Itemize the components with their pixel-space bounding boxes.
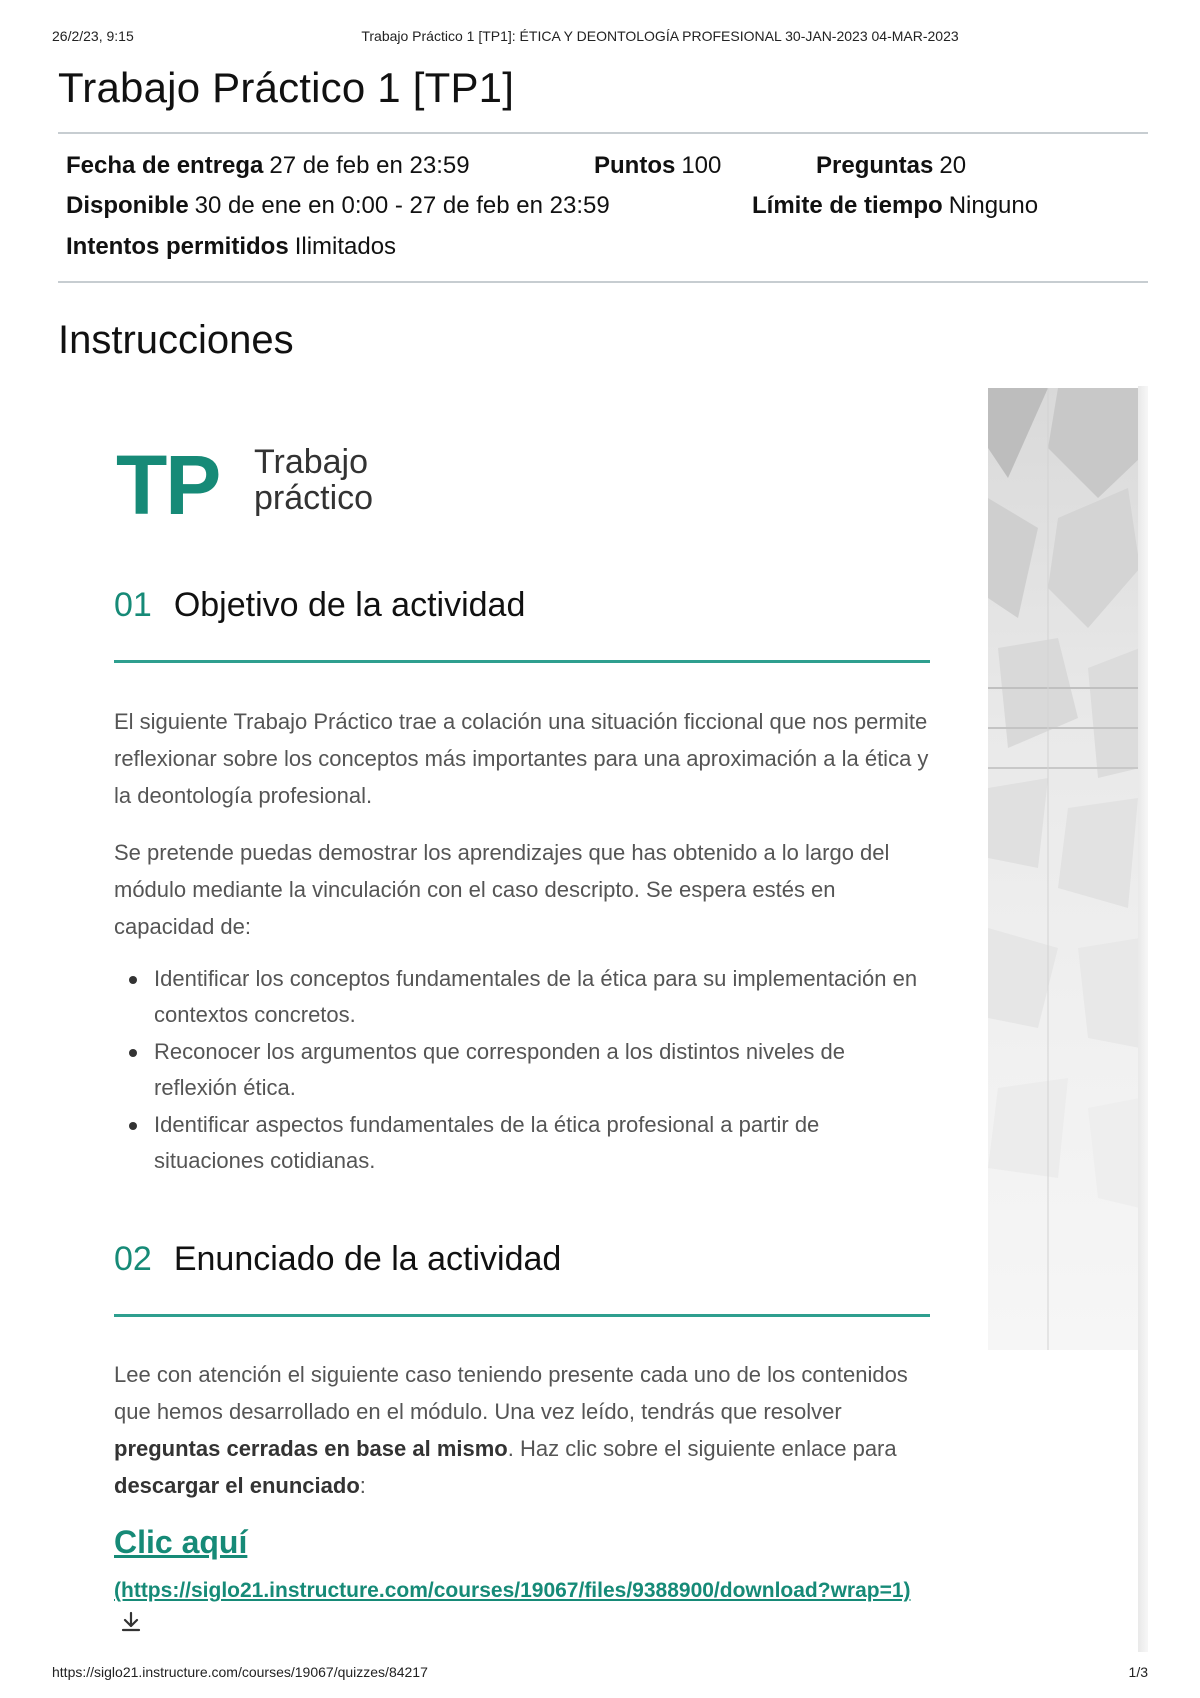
scrollbar-track[interactable] xyxy=(1138,386,1148,1652)
objectives-list xyxy=(114,961,934,1180)
tp-logo-text-line2: práctico xyxy=(254,479,374,517)
time-limit-label: Límite de tiempo xyxy=(752,192,943,219)
statement-bold-2: descargar el enunciado xyxy=(114,1473,360,1498)
time-limit-value: Ninguno xyxy=(948,192,1039,219)
availability xyxy=(66,192,610,220)
download-link-url[interactable] xyxy=(114,1573,934,1645)
availability-label: Disponible xyxy=(66,192,189,219)
decorative-architecture-image xyxy=(988,388,1140,1350)
section-objective-heading xyxy=(114,586,525,625)
list-item: Reconocer los argumentos que corresponden a los distintos niveles de reflexión ética. xyxy=(114,1034,934,1106)
tp-logo-text-line1: Trabajo xyxy=(254,443,369,481)
tp-logo xyxy=(116,440,396,530)
allowed-attempts xyxy=(66,233,396,261)
section-divider xyxy=(114,1314,930,1317)
architecture-pattern-icon xyxy=(988,388,1140,1350)
list-item: Identificar aspectos fundamentales de la ética profesional a partir de situaciones cotidianas. xyxy=(114,1107,934,1179)
section-number: 01 xyxy=(114,586,152,624)
download-url-text[interactable]: (https://siglo21.instructure.com/courses/19067/files/9388900/download?wrap=1) xyxy=(114,1579,911,1602)
due-date-label: Fecha de entrega xyxy=(66,152,264,179)
time-limit xyxy=(752,192,1038,220)
statement-text-1: Lee con atención el siguiente caso teniendo presente cada uno de los contenidos que hemos desarrollado en el módulo. Una vez leído, tendrás que resolver xyxy=(114,1362,908,1424)
points-value: 100 xyxy=(681,152,722,179)
statement-text-3: : xyxy=(359,1473,366,1498)
meta-divider xyxy=(58,281,1148,283)
questions-label: Preguntas xyxy=(816,152,934,179)
print-url: https://siglo21.instructure.com/courses/19067/quizzes/84217 xyxy=(52,1664,428,1680)
due-date xyxy=(66,152,470,180)
instructions-heading: Instrucciones xyxy=(58,318,294,362)
download-icon[interactable] xyxy=(120,1609,142,1645)
questions-value: 20 xyxy=(939,152,967,179)
objective-paragraph-1: El siguiente Trabajo Práctico trae a colación una situación ficcional que nos permite reflexionar sobre los conceptos más importantes para una aproximación a la ética y la deontología profesional. xyxy=(114,709,929,808)
print-header xyxy=(52,28,1148,48)
title-divider xyxy=(58,132,1148,134)
page-title: Trabajo Práctico 1 [TP1] xyxy=(58,64,515,111)
statement-paragraph xyxy=(114,1356,934,1504)
section-number: 02 xyxy=(114,1240,152,1278)
points xyxy=(594,152,721,180)
print-document-title: Trabajo Práctico 1 [TP1]: ÉTICA Y DEONTOLOGÍA PROFESIONAL 30-JAN-2023 04-MAR-2023 xyxy=(361,28,959,44)
section-title: Enunciado de la actividad xyxy=(173,1240,562,1278)
availability-value: 30 de ene en 0:00 - 27 de feb en 23:59 xyxy=(194,192,610,219)
section-statement-heading xyxy=(114,1240,561,1279)
tp-logo-text xyxy=(254,444,373,516)
points-label: Puntos xyxy=(594,152,676,179)
section-title: Objetivo de la actividad xyxy=(173,586,526,624)
statement-bold-1: preguntas cerradas en base al mismo xyxy=(114,1436,508,1461)
objective-paragraph-2: Se pretende puedas demostrar los aprendizajes que has obtenido a lo largo del módulo mediante la vinculación con el caso descripto. Se espera estés en capacidad de: xyxy=(114,840,890,939)
print-footer xyxy=(52,1664,1148,1684)
statement-text-2: . Haz clic sobre el siguiente enlace para xyxy=(507,1436,897,1461)
allowed-attempts-label: Intentos permitidos xyxy=(66,233,289,260)
questions xyxy=(816,152,966,180)
tp-logo-mark: TP xyxy=(116,438,220,532)
section-divider xyxy=(114,660,930,663)
download-link[interactable]: Clic aquí xyxy=(114,1524,248,1560)
print-page-number: 1/3 xyxy=(1128,1664,1148,1680)
list-item: Identificar los conceptos fundamentales de la ética para su implementación en contextos concretos. xyxy=(114,961,934,1033)
due-date-value: 27 de feb en 23:59 xyxy=(269,152,470,179)
allowed-attempts-value: Ilimitados xyxy=(294,233,397,260)
print-date: 26/2/23, 9:15 xyxy=(52,28,134,44)
